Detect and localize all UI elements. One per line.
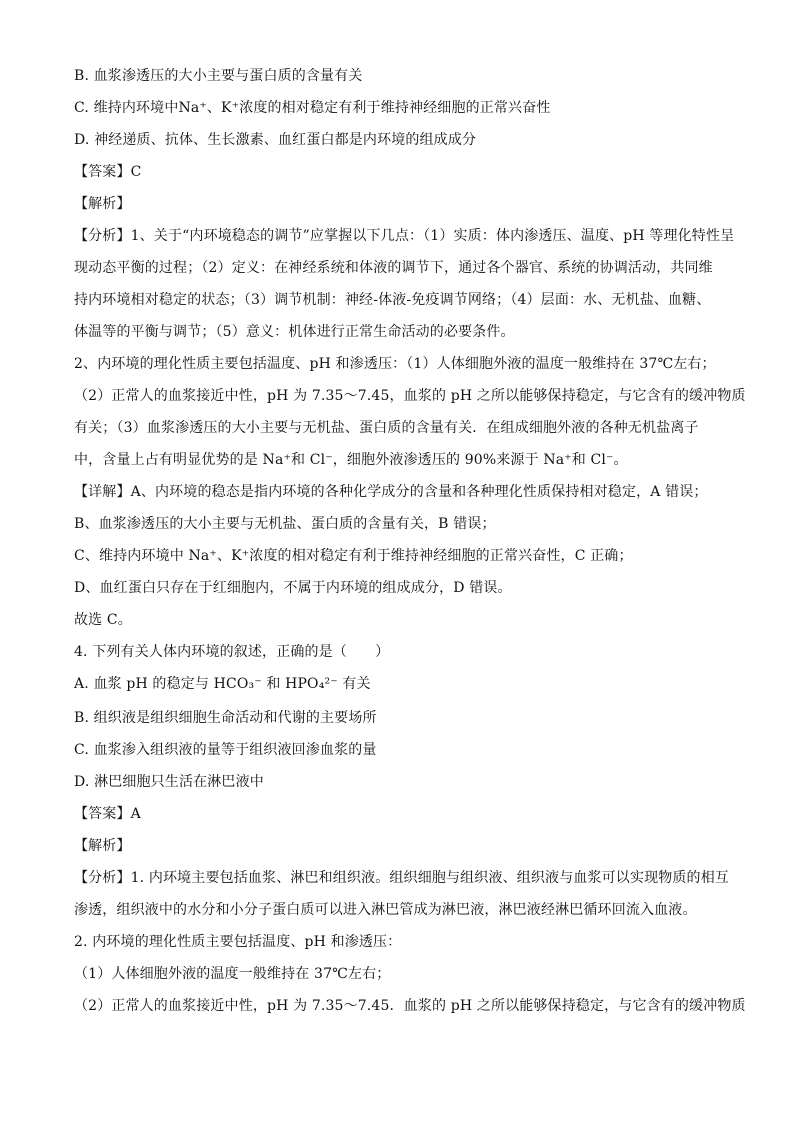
option-b: B. 血浆渗透压的大小主要与蛋白质的含量有关 — [74, 68, 363, 84]
analysis-line: （2）正常人的血浆接近中性，pH 为 7.35～7.45，血浆的 pH 之所以能够保持稳定，与它含有的缓冲物质 — [74, 388, 746, 404]
question-4-option-b: B. 组织液是组织细胞生命活动和代谢的主要场所 — [74, 710, 377, 726]
detail-line: 【详解】A、内环境的稳态是指内环境的各种化学成分的含量和各种理化性质保持相对稳定，A 错误； — [74, 484, 708, 500]
option-c: C. 维持内环境中Na⁺、K⁺浓度的相对稳定有利于维持神经细胞的正常兴奋性 — [74, 100, 551, 116]
question-4-option-a: A. 血浆 pH 的稳定与 HCO₃⁻ 和 HPO₄²⁻ 有关 — [74, 676, 371, 692]
conclusion-line: 故选 C。 — [74, 612, 132, 628]
analysis-line: 持内环境相对稳定的状态；（3）调节机制：神经-体液-免疫调节网络；（4）层面：水、无机盐、血糖、 — [74, 292, 711, 308]
question-4-option-d: D. 淋巴细胞只生活在淋巴液中 — [74, 774, 264, 790]
analysis-line: 中，含量上占有明显优势的是 Na⁺和 Cl⁻，细胞外液渗透压的 90%来源于 Na⁺和 Cl⁻。 — [74, 452, 628, 468]
analysis-line: （1）人体细胞外液的温度一般维持在 37℃左右； — [74, 966, 391, 982]
analysis-title: 【解析】 — [74, 838, 131, 854]
analysis-line: 【分析】1. 内环境主要包括血浆、淋巴和组织液。组织细胞与组织液、组织液与血浆可以实现物质的相互 — [74, 870, 730, 886]
analysis-line: 2. 内环境的理化性质主要包括温度、pH 和渗透压： — [74, 934, 402, 950]
analysis-line: 2、内环境的理化性质主要包括温度、pH 和渗透压：（1）人体细胞外液的温度一般维持在 37℃左右； — [74, 356, 716, 372]
question-4-stem: 4. 下列有关人体内环境的叙述，正确的是（ ） — [74, 644, 390, 660]
answer-label: 【答案】C — [74, 164, 142, 180]
option-d: D. 神经递质、抗体、生长激素、血红蛋白都是内环境的组成成分 — [74, 132, 477, 148]
question-4-option-c: C. 血浆渗入组织液的量等于组织液回渗血浆的量 — [74, 742, 377, 758]
detail-line: B、血浆渗透压的大小主要与无机盐、蛋白质的含量有关，B 错误； — [74, 516, 496, 532]
detail-line: C、维持内环境中 Na⁺、K⁺浓度的相对稳定有利于维持神经细胞的正常兴奋性，C 正确； — [74, 548, 633, 564]
answer-label: 【答案】A — [74, 806, 141, 822]
analysis-line: 有关；（3）血浆渗透压的大小主要与无机盐、蛋白质的含量有关．在组成细胞外液的各种无机盐离子 — [74, 420, 699, 436]
detail-line: D、血红蛋白只存在于红细胞内，不属于内环境的组成成分，D 错误。 — [74, 580, 512, 596]
analysis-line: （2）正常人的血浆接近中性，pH 为 7.35～7.45．血浆的 pH 之所以能够保持稳定，与它含有的缓冲物质 — [74, 998, 746, 1014]
analysis-line: 现动态平衡的过程；（2）定义：在神经系统和体液的调节下，通过各个器官、系统的协调活动，共同维 — [74, 260, 713, 276]
analysis-line: 【分析】1、关于“内环境稳态的调节”应掌握以下几点：（1）实质：体内渗透压、温度、pH 等理化特性呈 — [74, 228, 735, 244]
analysis-line: 体温等的平衡与调节；（5）意义：机体进行正常生命活动的必要条件。 — [74, 324, 515, 340]
analysis-title: 【解析】 — [74, 196, 131, 212]
analysis-line: 渗透，组织液中的水分和小分子蛋白质可以进入淋巴管成为淋巴液，淋巴液经淋巴循环回流入血液。 — [74, 902, 697, 918]
